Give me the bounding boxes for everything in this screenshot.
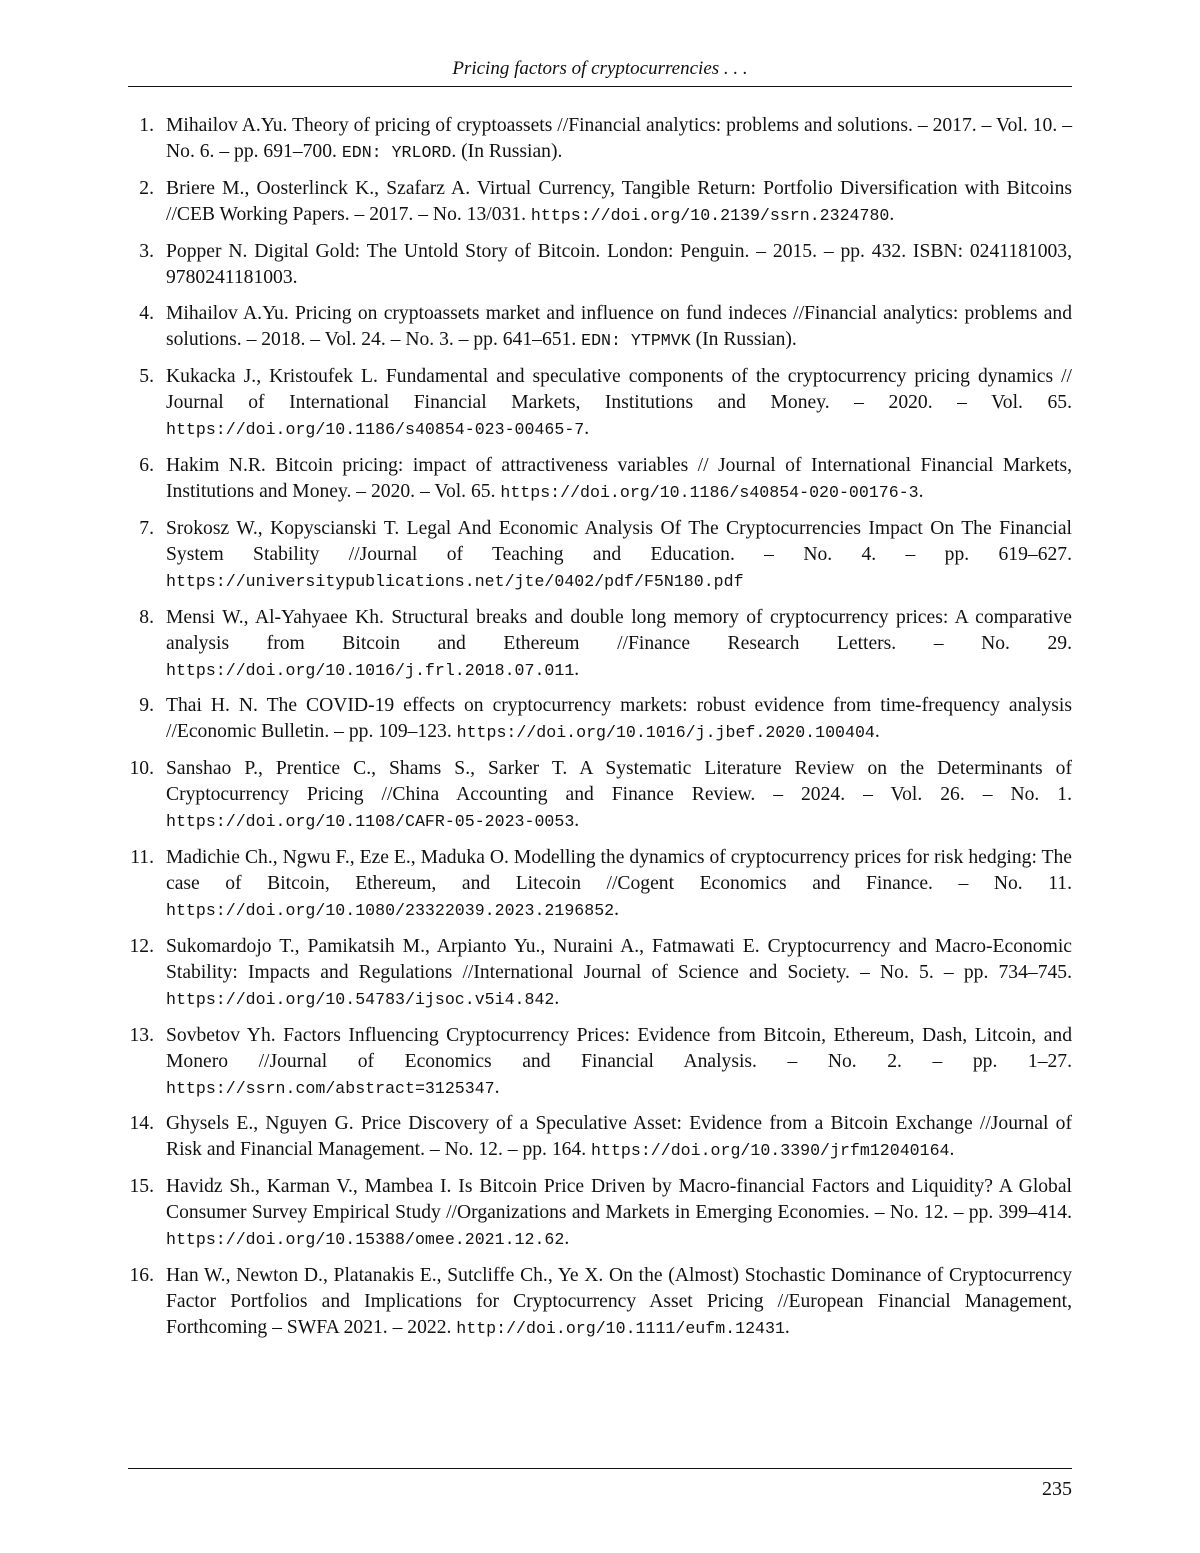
reference-text: Sovbetov Yh. Factors Influencing Cryptocurrency Prices: Evidence from Bitcoin, Ethereum, Dash, Litcoin, and Monero //Journal of Economics and Financial Analysis. – No. 2. – pp. 1–27.	[166, 1024, 1072, 1072]
reference-item	[128, 756, 1072, 835]
reference-tail: .	[874, 721, 880, 743]
reference-item	[128, 934, 1072, 1013]
reference-link[interactable]: https://doi.org/10.54783/ijsoc.v5i4.842	[166, 989, 555, 1009]
reference-tail: .	[889, 203, 895, 225]
reference-number: 12.	[129, 935, 154, 957]
reference-number: 14.	[129, 1113, 154, 1135]
reference-text: Mihailov A.Yu. Theory of pricing of cryptoassets //Financial analytics: problems and solutions. – 2017. – Vol. 10. – No. 6. – pp. 691–700.	[166, 115, 1072, 162]
reference-link[interactable]: http://doi.org/10.1111/eufm.12431	[456, 1318, 785, 1338]
reference-number: 10.	[129, 758, 154, 780]
reference-item	[128, 301, 1072, 354]
reference-text: Mihailov A.Yu. Pricing on cryptoassets market and influence on fund indeces //Financial analytics: problems and solutions. – 2018. – Vol. 24. – No. 3. – pp. 641–651.	[166, 303, 1072, 351]
reference-text: Mensi W., Al-Yahyaee Kh. Structural breaks and double long memory of cryptocurrency prices: A comparative analysis from Bitcoin and Ethereum //Finance Research Letters. – No. 29.	[166, 606, 1072, 654]
reference-link[interactable]: https://doi.org/10.1186/s40854-020-00176-3	[500, 482, 919, 502]
reference-text: Popper N. Digital Gold: The Untold Story of Bitcoin. London: Penguin. – 2015. – pp. 432. ISBN: 0241181003, 9780241181003.	[166, 240, 1072, 288]
reference-item	[128, 1023, 1072, 1102]
reference-number: 8.	[139, 606, 154, 628]
reference-item	[128, 1263, 1072, 1342]
footer-rule	[128, 1468, 1072, 1469]
reference-identifier: EDN: YTPMVK	[581, 331, 691, 351]
reference-text: Han W., Newton D., Platanakis E., Sutcliffe Ch., Ye X. On the (Almost) Stochastic Dominance of Cryptocurrency Factor Portfolios and Implications for Cryptocurrency Asset Pricing //European Financial Management, Forthcoming – SWFA 2021. – 2022.	[166, 1264, 1072, 1338]
reference-tail: .	[564, 1228, 570, 1250]
reference-number: 5.	[139, 366, 154, 388]
reference-identifier: EDN: YRLORD	[341, 143, 452, 162]
reference-text: Hakim N.R. Bitcoin pricing: impact of attractiveness variables // Journal of International Financial Markets, Institutions and Money. – 2020. – Vol. 65.	[166, 454, 1072, 502]
reference-item	[128, 1111, 1072, 1164]
reference-item	[128, 113, 1072, 166]
reference-number: 16.	[129, 1264, 154, 1286]
reference-tail: .	[494, 1076, 500, 1098]
reference-number: 13.	[129, 1024, 154, 1046]
header-rule	[128, 86, 1072, 87]
reference-item	[128, 239, 1072, 292]
reference-link[interactable]: https://doi.org/10.1080/23322039.2023.2196852	[166, 900, 615, 920]
reference-item	[128, 693, 1072, 746]
reference-tail: .	[584, 418, 590, 440]
reference-tail: . (In Russian).	[451, 141, 563, 162]
reference-item	[128, 1174, 1072, 1253]
reference-item	[128, 845, 1072, 924]
reference-text: Briere M., Oosterlinck K., Szafarz A. Virtual Currency, Tangible Return: Portfolio Diversification with Bitcoins //CEB Working Papers. – 2017. – No. 13/031.	[166, 177, 1072, 225]
reference-item	[128, 453, 1072, 506]
reference-tail: .	[614, 898, 620, 920]
reference-number: 2.	[139, 177, 154, 199]
reference-text: Sanshao P., Prentice C., Shams S., Sarker T. A Systematic Literature Review on the Determinants of Cryptocurrency Pricing //China Accounting and Finance Review. – 2024. – Vol. 26. – No. 1.	[166, 758, 1072, 806]
reference-tail: .	[784, 1316, 790, 1338]
reference-number: 9.	[139, 695, 154, 717]
reference-link[interactable]: https://doi.org/10.15388/omee.2021.12.62	[166, 1230, 565, 1250]
reference-tail: .	[554, 987, 560, 1009]
reference-number: 11.	[130, 846, 154, 868]
reference-tail: (In Russian).	[690, 329, 797, 351]
reference-tail: .	[574, 658, 580, 680]
reference-text: Srokosz W., Kopyscianski T. Legal And Economic Analysis Of The Cryptocurrencies Impact On The Financial System Stability //Journal of Teaching and Education. – No. 4. – pp. 619–627.	[166, 517, 1072, 565]
reference-text: Havidz Sh., Karman V., Mambea I. Is Bitcoin Price Driven by Macro-financial Factors and Liquidity? A Global Consumer Survey Empirical Study //Organizations and Markets in Emerging Economies. – No. 12. – pp. 399–414.	[166, 1176, 1072, 1224]
reference-item	[128, 605, 1072, 684]
reference-text: Sukomardojo T., Pamikatsih M., Arpianto Yu., Nuraini A., Fatmawati E. Cryptocurrency and Macro-Economic Stability: Impacts and Regulations //International Journal of Science and Society. – No. 5. – pp. 734–745.	[166, 935, 1072, 983]
reference-link[interactable]: https://universitypublications.net/jte/0402/pdf/F5N180.pdf	[166, 571, 744, 591]
reference-item	[128, 176, 1072, 229]
reference-list	[128, 113, 1072, 1352]
reference-link[interactable]: https://doi.org/10.1108/CAFR-05-2023-0053	[166, 812, 575, 832]
reference-link[interactable]: https://doi.org/10.1016/j.frl.2018.07.011	[166, 660, 575, 680]
reference-number: 3.	[139, 240, 154, 262]
reference-number: 15.	[129, 1176, 154, 1198]
reference-number: 7.	[139, 517, 154, 539]
reference-link[interactable]: https://ssrn.com/abstract=3125347	[166, 1078, 495, 1098]
reference-tail: .	[574, 810, 580, 832]
reference-tail: .	[918, 480, 924, 502]
reference-link[interactable]: https://doi.org/10.1186/s40854-023-00465-7	[166, 420, 585, 440]
reference-item	[128, 364, 1072, 443]
running-header: Pricing factors of cryptocurrencies . . .	[452, 58, 748, 79]
page-number: 235	[1042, 1478, 1072, 1500]
reference-number: 4.	[139, 303, 154, 325]
reference-link[interactable]: https://doi.org/10.3390/jrfm12040164	[591, 1141, 950, 1161]
reference-text: Ghysels E., Nguyen G. Price Discovery of a Speculative Asset: Evidence from a Bitcoin Exchange //Journal of Risk and Financial Management. – No. 12. – pp. 164.	[166, 1113, 1072, 1161]
reference-text: Thai H. N. The COVID-19 effects on cryptocurrency markets: robust evidence from time-frequency analysis //Economic Bulletin. – pp. 109–123.	[166, 695, 1072, 743]
reference-text: Kukacka J., Kristoufek L. Fundamental and speculative components of the cryptocurrency pricing dynamics // Journal of International Financial Markets, Institutions and Money. – 2020. – Vol. 65.	[166, 366, 1072, 414]
reference-number: 6.	[139, 454, 154, 476]
reference-item	[128, 516, 1072, 595]
reference-link[interactable]: https://doi.org/10.2139/ssrn.2324780	[530, 205, 890, 225]
reference-text: Madichie Ch., Ngwu F., Eze E., Maduka O. Modelling the dynamics of cryptocurrency prices for risk hedging: The case of Bitcoin, Ethereum, and Litecoin //Cogent Economics and Finance. – No. 11.	[166, 846, 1072, 894]
reference-number: 1.	[139, 115, 154, 136]
reference-link[interactable]: https://doi.org/10.1016/j.jbef.2020.100404	[456, 723, 875, 743]
reference-tail: .	[949, 1139, 955, 1161]
